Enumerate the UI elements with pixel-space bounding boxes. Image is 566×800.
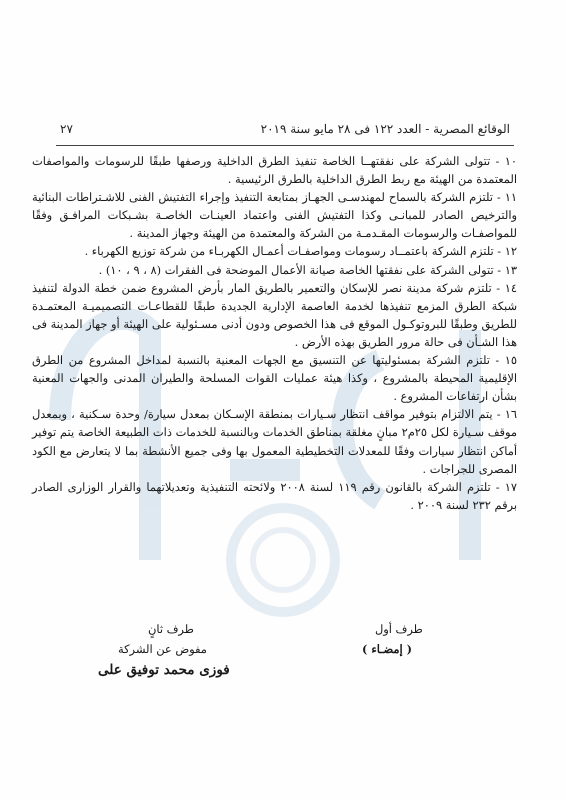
clause-12: ١٢ - تلتزم الشركة باعتمــاد رسومات ومواصفـات أعمـال الكهربـاء من شركة توزيع الكهرباء .: [84, 244, 517, 259]
clauses-body: [32, 152, 517, 514]
clause-16: ١٦ - يتم الالتزام بتوفير مواقف انتظار سـيارات بمنطقة الإسـكان بمعدل سيارة/ وحدة سـكنية ، وبمعدل موقف سـيارة لكل ٢٥م٢ مبانٍ مغلقة بمناطق الخدمات وبالنسبة للخدمات ذات الطبيعة الخاصة يتم توفير أماكن انتظار سيارات وفقًا للمعدلات التخطيطية المعمول بها وفى جميع الأنشطة بما لا يتعارض مع الكود المصرى للجراجات .: [32, 407, 517, 476]
first-party-signed: ( إمضـاء ): [362, 642, 413, 656]
clause-17: ١٧ - تلتزم الشركة بالقانون رقم ١١٩ لسنة ٢٠٠٨ ولائحته التنفيذية وتعديلاتهما والقرار الوزارى الصادر برقم ٢٣٢ لسنة ٢٠٠٩ .: [32, 479, 518, 512]
clause-15: ١٥ - تلتزم الشركة بمسئوليتها عن التنسيق مع الجهات المعنية بالنسبة لمداخل المشروع من الطرق الإقليمية المحيطة بالمشروع ، وكذا هيئة عمليات القوات المسلحة والطيران المدنى والجهات المعنية بشأن ارتفاعات المشروع .: [32, 353, 517, 404]
clause-13: ١٣ - تتولى الشركة على نفقتها الخاصة صيانة الأعمال الموضحة فى الفقرات (٨ ، ٩ ، ١٠) .: [98, 262, 517, 277]
second-party-name: فوزى محمد توفيق على: [98, 662, 230, 678]
watermark-seal-circle: [231, 508, 335, 612]
clause-14: ١٤ - تلتزم شركة مدينة نصر للإسكان والتعمير بالطريق المار بأرض المشروع ضمن خطة الدولة لتنفيذ شبكة الطرق المزمع تنفيذها لخدمة العاصمة الإدارية الجديدة طبقًا للقطاعـات التصميميـة المعتمـدة للطريق وطبقًا للبروتوكـول الموقع فى هذا الخصوص ودون أدنى مسـئولية على الهيئة أو جهاز المدينة فى هذا الشـأن فى حالة مرور الطريق بهذه الأرض .: [32, 280, 517, 349]
clause-11: ١١ - تلتزم الشركة بالسماح لمهندسـى الجهـاز بمتابعة التنفيذ وإجراء التفتيش الفنى للاشـتراطات البنائية والترخيص الصادر للمبانـى وكذا التفتيش الفنى واعتماد العينـات الخاصـة بشـبكات المرافـق وفقًا للمواصفـات والرسومات المقـدمـة من الشركة والمعتمدة من الهيئة وجهاز المدينة .: [32, 190, 517, 241]
first-party-label: طرف أول: [375, 622, 423, 636]
header-rule: [56, 145, 514, 146]
page-header: [60, 122, 510, 144]
header-title: الوقائع المصرية - العدد ١٢٢ فى ٢٨ مايو سنة ٢٠١٩: [260, 122, 510, 136]
second-party-label: طرف ثانٍ: [148, 622, 194, 636]
clause-10: ١٠ - تتولى الشركة على نفقتهــا الخاصة تنفيذ الطرق الداخلية ورصفها طبقًا للرسومات والمواصفات المعتمدة من الهيئة مع ربط الطرق الداخلية بالطرق الرئيسية .: [32, 154, 517, 187]
watermark-seal-inner: [253, 530, 313, 590]
second-party-role: مفوض عن الشركة: [118, 642, 207, 656]
page-number: ٢٧: [60, 122, 73, 136]
